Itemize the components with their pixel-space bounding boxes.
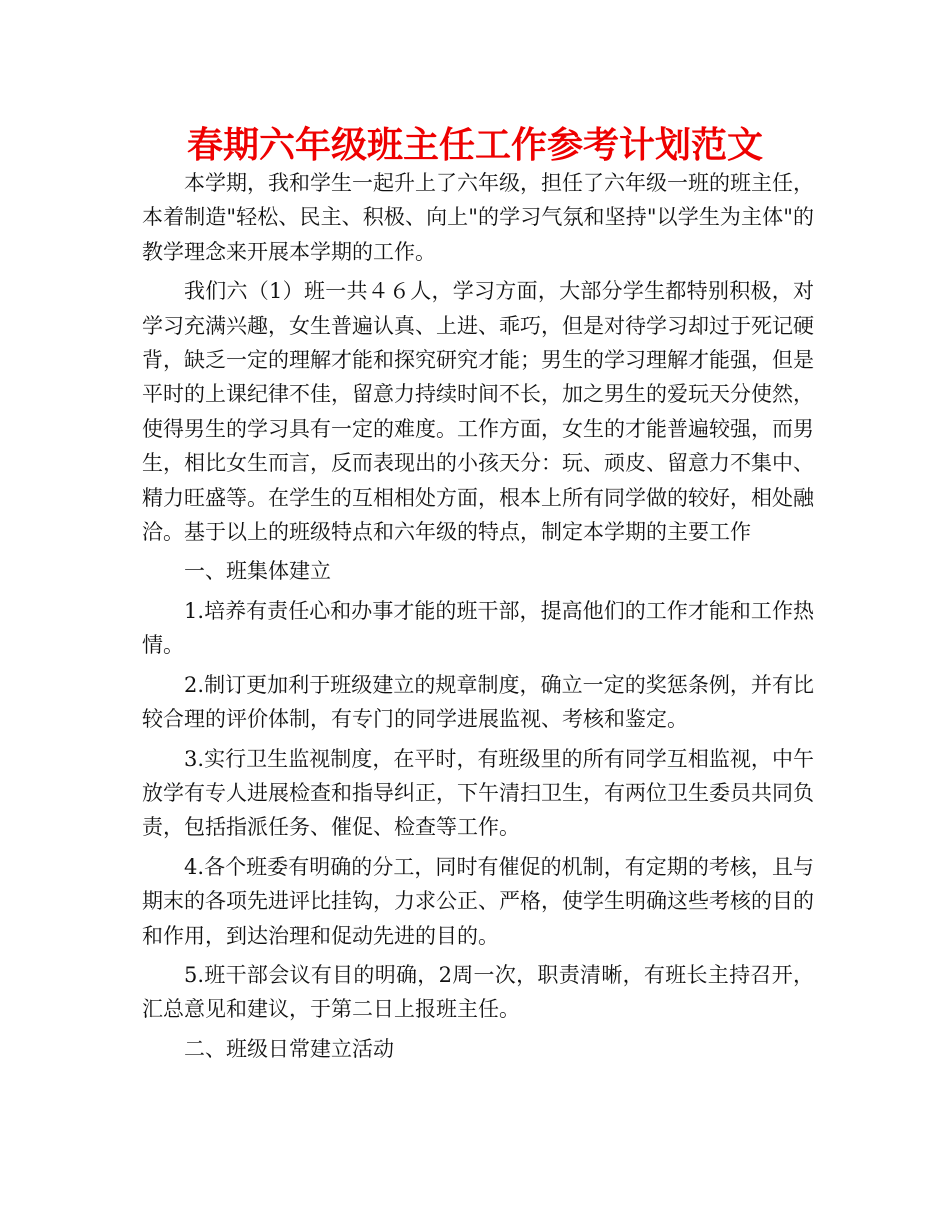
list-item-1: 1.培养有责任心和办事才能的班干部，提高他们的工作才能和工作热情。 [142,598,814,658]
list-item-2: 2.制订更加利于班级建立的规章制度，确立一定的奖惩条例，并有比较合理的评价体制，有专门的同学进展监视、考核和鉴定。 [142,672,814,732]
paragraph-class-situation: 我们六（1）班一共４６人，学习方面，大部分学生都特别积极，对学习充满兴趣，女生普遍认真、上进、乖巧，但是对待学习却过于死记硬背，缺乏一定的理解才能和探究研究才能；男生的学习理解才能强，但是平时的上课纪律不佳，留意力持续时间不长，加之男生的爱玩天分使然，使得男生的学习具有一定的难度。工作方面，女生的才能普遍较强，而男生，相比女生而言，反而表现出的小孩天分：玩、顽皮、留意力不集中、精力旺盛等。在学生的互相相处方面，根本上所有同学做的较好，相处融洽。基于以上的班级特点和六年级的特点，制定本学期的主要工作 [142,279,814,545]
section-heading-1: 一、班集体建立 [184,559,331,584]
document-title: 春期六年级班主任工作参考计划范文 [186,125,763,166]
document-body [142,166,814,1071]
list-item-5: 5.班干部会议有目的明确，2周一次，职责清晰，有班长主持召开，汇总意见和建议，于第二日上报班主任。 [142,962,814,1022]
list-item-3: 3.实行卫生监视制度，在平时，有班级里的所有同学互相监视，中午放学有专人进展检查和指导纠正，下午清扫卫生，有两位卫生委员共同负责，包括指派任务、催促、检查等工作。 [142,746,814,840]
section-heading-2: 二、班级日常建立活动 [184,1036,394,1061]
paragraph-intro: 本学期，我和学生一起升上了六年级，担任了六年级一班的班主任，本着制造"轻松、民主、积极、向上"的学习气氛和坚持"以学生为主体"的教学理念来开展本学期的工作。 [142,171,814,264]
list-item-4: 4.各个班委有明确的分工，同时有催促的机制，有定期的考核，且与期末的各项先进评比挂钩，力求公正、严格，使学生明确这些考核的目的和作用，到达治理和促动先进的目的。 [142,854,814,948]
